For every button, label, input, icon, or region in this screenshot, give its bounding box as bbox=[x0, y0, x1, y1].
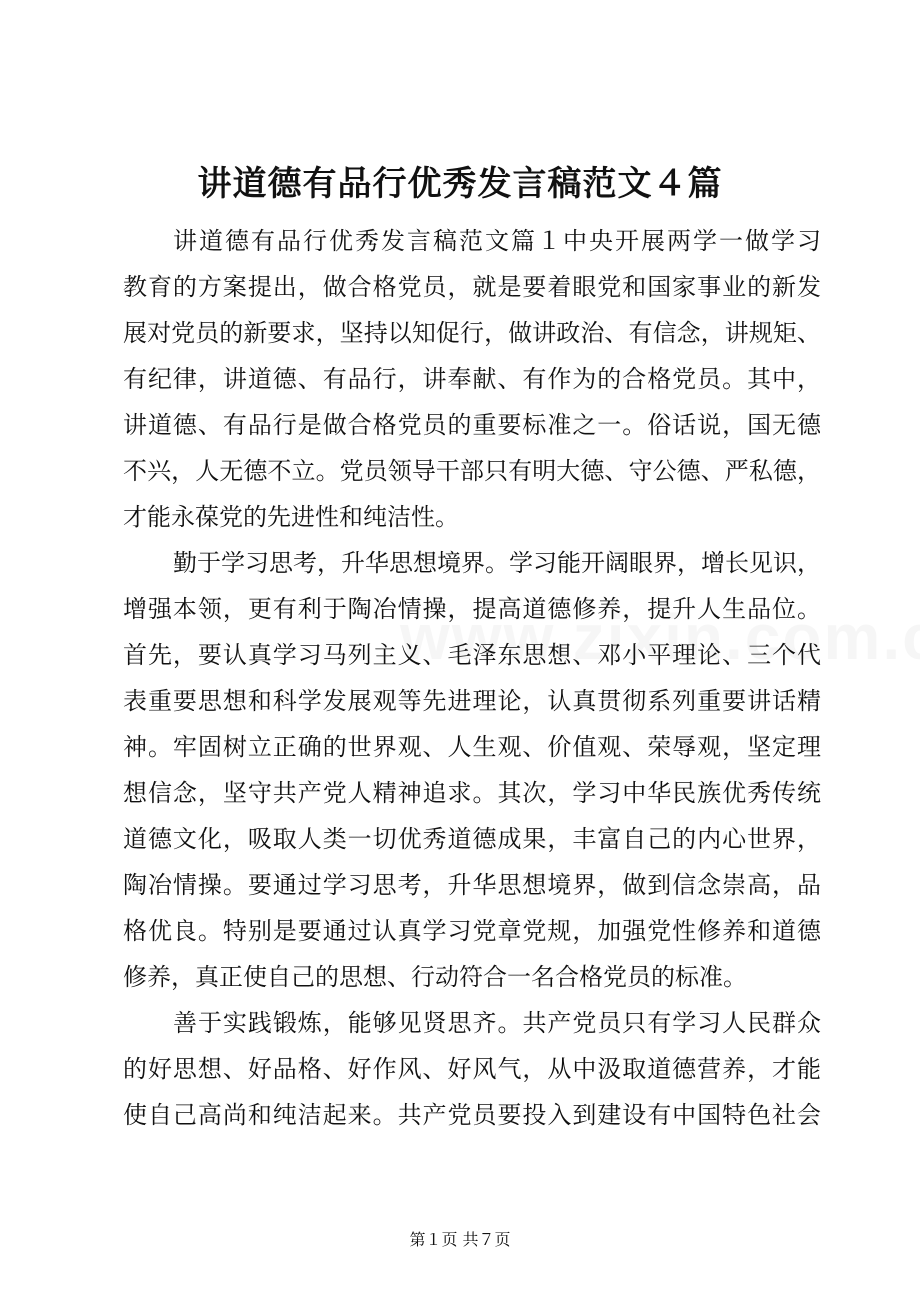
body-line: 有纪律，讲道德、有品行，讲奉献、有作为的合格党员。其中， bbox=[123, 365, 821, 393]
body-line: 教育的方案提出，做合格党员，就是要着眼党和国家事业的新发 bbox=[123, 273, 821, 301]
body-line: 神。牢固树立正确的世界观、人生观、价值观、荣辱观，坚定理 bbox=[123, 733, 821, 761]
document-body bbox=[123, 218, 821, 1138]
body-line: 道德文化，吸取人类一切优秀道德成果，丰富自己的内心世界， bbox=[123, 825, 821, 853]
body-line: 陶冶情操。要通过学习思考，升华思想境界，做到信念崇高，品 bbox=[123, 871, 821, 899]
body-line: 勤于学习思考，升华思想境界。学习能开阔眼界，增长见识， bbox=[173, 549, 821, 577]
body-line: 讲道德、有品行是做合格党员的重要标准之一。俗话说，国无德 bbox=[123, 411, 821, 439]
body-line: 修养，真正使自己的思想、行动符合一名合格党员的标准。 bbox=[123, 963, 747, 991]
body-line: 使自己高尚和纯洁起来。共产党员要投入到建设有中国特色社会 bbox=[123, 1101, 821, 1129]
body-line: 首先，要认真学习马列主义、毛泽东思想、邓小平理论、三个代 bbox=[123, 641, 821, 669]
body-line: 才能永葆党的先进性和纯洁性。 bbox=[123, 503, 459, 531]
body-line: 善于实践锻炼，能够见贤思齐。共产党员只有学习人民群众 bbox=[173, 1009, 821, 1037]
body-line: 的好思想、好品格、好作风、好风气，从中汲取道德营养，才能 bbox=[123, 1055, 821, 1083]
body-line: 表重要思想和科学发展观等先进理论，认真贯彻系列重要讲话精 bbox=[123, 687, 821, 715]
body-line: 格优良。特别是要通过认真学习党章党规，加强党性修养和道德 bbox=[123, 917, 821, 945]
body-line: 展对党员的新要求，坚持以知促行，做讲政治、有信念，讲规矩、 bbox=[123, 319, 821, 347]
body-line: 不兴，人无德不立。党员领导干部只有明大德、守公德、严私德， bbox=[123, 457, 821, 485]
page-footer: 第１页 共７页 bbox=[409, 1230, 511, 1249]
body-line: 讲道德有品行优秀发言稿范文篇１中央开展两学一做学习 bbox=[173, 227, 821, 255]
document-title: 讲道德有品行优秀发言稿范文４篇 bbox=[197, 164, 723, 204]
body-line: 想信念，坚守共产党人精神追求。其次，学习中华民族优秀传统 bbox=[123, 779, 821, 807]
body-line: 增强本领，更有利于陶冶情操，提高道德修养，提升人生品位。 bbox=[123, 595, 821, 623]
